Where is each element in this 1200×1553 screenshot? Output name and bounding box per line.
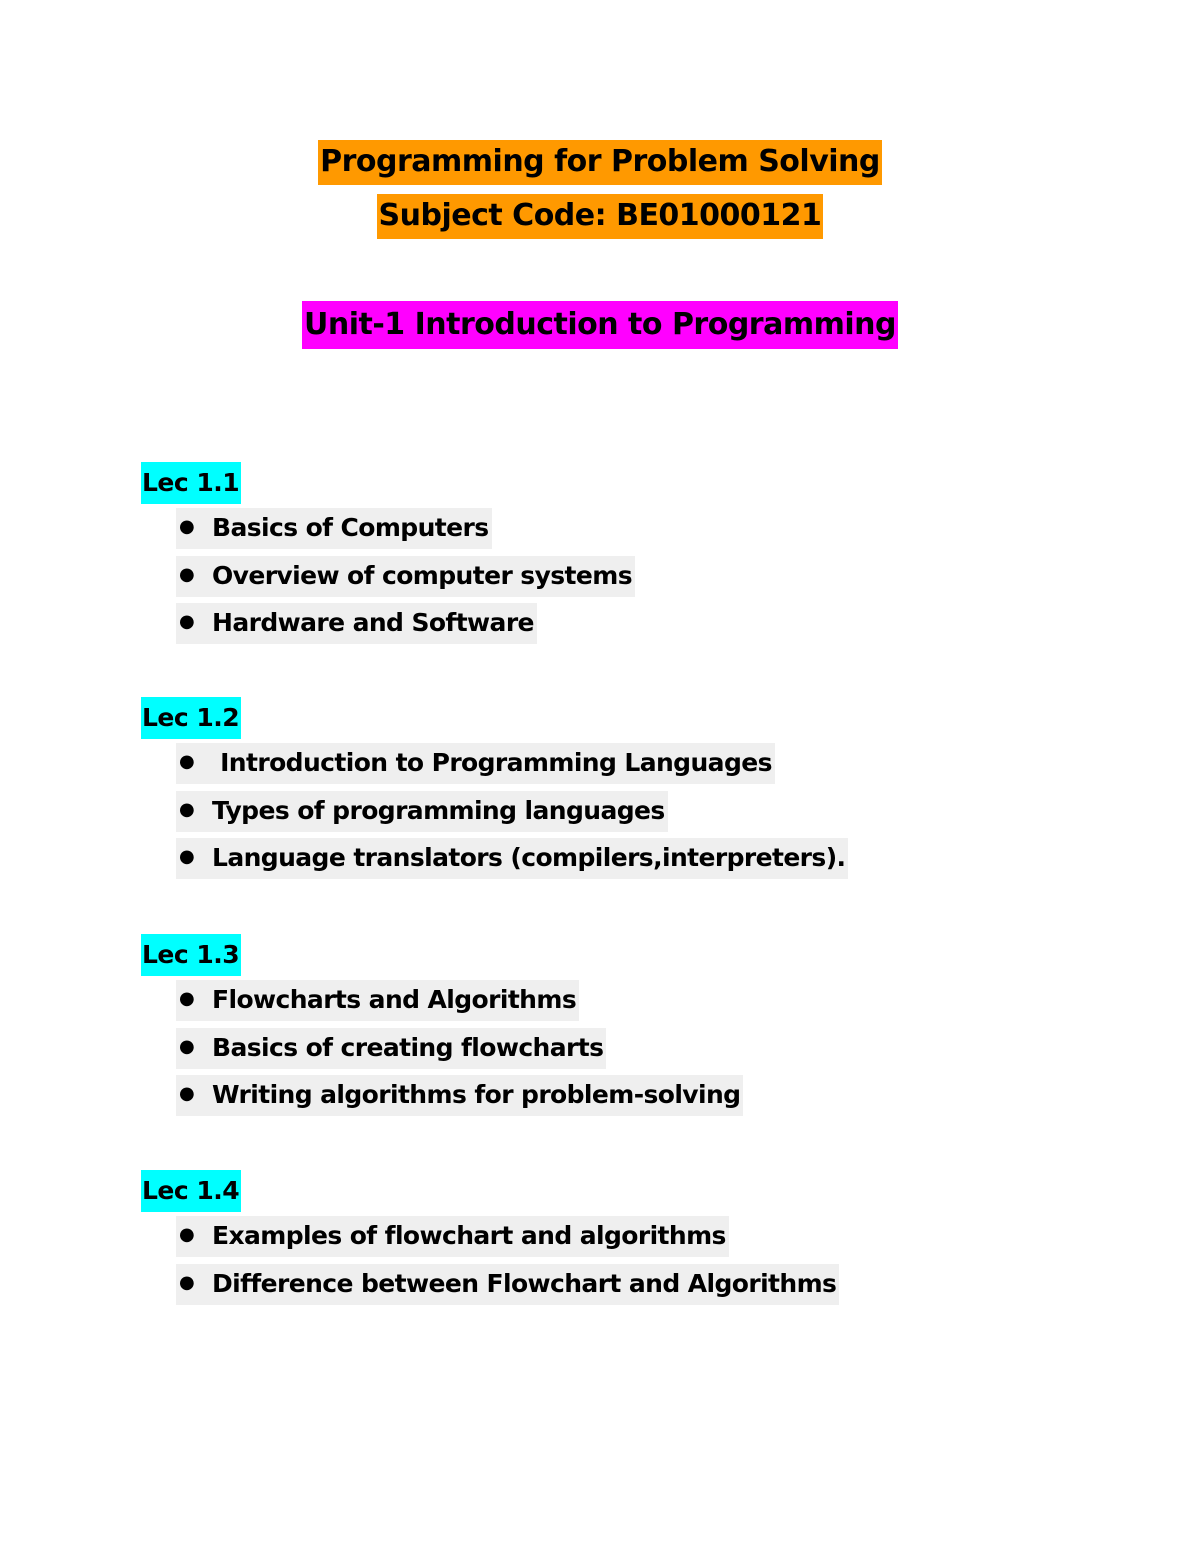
topic-highlight — [176, 791, 668, 832]
topic-highlight — [176, 743, 775, 784]
course-title-line — [0, 144, 1200, 179]
topic-highlight — [176, 1216, 729, 1257]
topic-list — [176, 743, 848, 886]
bullet-icon: ● — [179, 846, 195, 867]
topic-list — [176, 980, 743, 1123]
topic-text: Types of programming languages — [212, 795, 665, 825]
topic-list — [176, 508, 635, 651]
topic-text: Language translators (compilers,interpreters). — [212, 843, 846, 872]
bullet-icon: ● — [179, 751, 195, 772]
bullet-icon: ● — [179, 516, 195, 537]
bullet-icon: ● — [179, 1083, 195, 1104]
subject-code: Subject Code: BE01000121 — [377, 194, 824, 239]
lecture-section — [141, 697, 848, 886]
topic-highlight — [176, 1028, 606, 1069]
bullet-icon: ● — [179, 988, 195, 1009]
list-item — [176, 838, 848, 886]
topic-highlight — [176, 1264, 839, 1305]
list-item — [176, 556, 635, 604]
topic-highlight — [176, 980, 579, 1021]
topic-text: Basics of Computers — [212, 513, 489, 542]
topic-highlight — [176, 1075, 743, 1116]
bullet-icon: ● — [179, 611, 195, 632]
lecture-label: Lec 1.1 — [141, 462, 241, 504]
list-item — [176, 743, 848, 791]
topic-list — [176, 1216, 839, 1311]
bullet-icon: ● — [179, 563, 195, 585]
topic-highlight — [176, 556, 635, 597]
list-item — [176, 1075, 743, 1123]
list-item — [176, 791, 848, 839]
topic-text: Writing algorithms for problem-solving — [212, 1080, 741, 1109]
topic-highlight — [176, 838, 848, 879]
topic-text: Difference between Flowchart and Algorithms — [212, 1268, 837, 1298]
lecture-section — [141, 1170, 839, 1311]
unit-title: Unit-1 Introduction to Programming — [302, 301, 898, 349]
topic-text: Introduction to Programming Languages — [212, 748, 772, 777]
topic-text: Hardware and Software — [212, 608, 534, 637]
topic-highlight — [176, 603, 537, 644]
lecture-label: Lec 1.3 — [141, 934, 241, 976]
lecture-label: Lec 1.2 — [141, 697, 241, 739]
topic-text: Examples of flowchart and algorithms — [212, 1221, 726, 1250]
unit-title-line — [0, 307, 1200, 342]
course-title: Programming for Problem Solving — [318, 140, 882, 185]
lecture-section — [141, 462, 635, 651]
lecture-section — [141, 934, 743, 1123]
bullet-icon: ● — [179, 798, 195, 820]
topic-highlight — [176, 508, 492, 549]
list-item — [176, 508, 635, 556]
list-item — [176, 1264, 839, 1312]
list-item — [176, 980, 743, 1028]
bullet-icon: ● — [179, 1224, 195, 1245]
lecture-label: Lec 1.4 — [141, 1170, 241, 1212]
bullet-icon: ● — [179, 1271, 195, 1293]
list-item — [176, 1216, 839, 1264]
topic-text: Overview of computer systems — [212, 560, 632, 590]
topic-text: Flowcharts and Algorithms — [212, 985, 577, 1014]
subject-code-line — [0, 198, 1200, 233]
topic-text: Basics of creating flowcharts — [212, 1032, 604, 1062]
list-item — [176, 1028, 743, 1076]
list-item — [176, 603, 635, 651]
bullet-icon: ● — [179, 1035, 195, 1057]
